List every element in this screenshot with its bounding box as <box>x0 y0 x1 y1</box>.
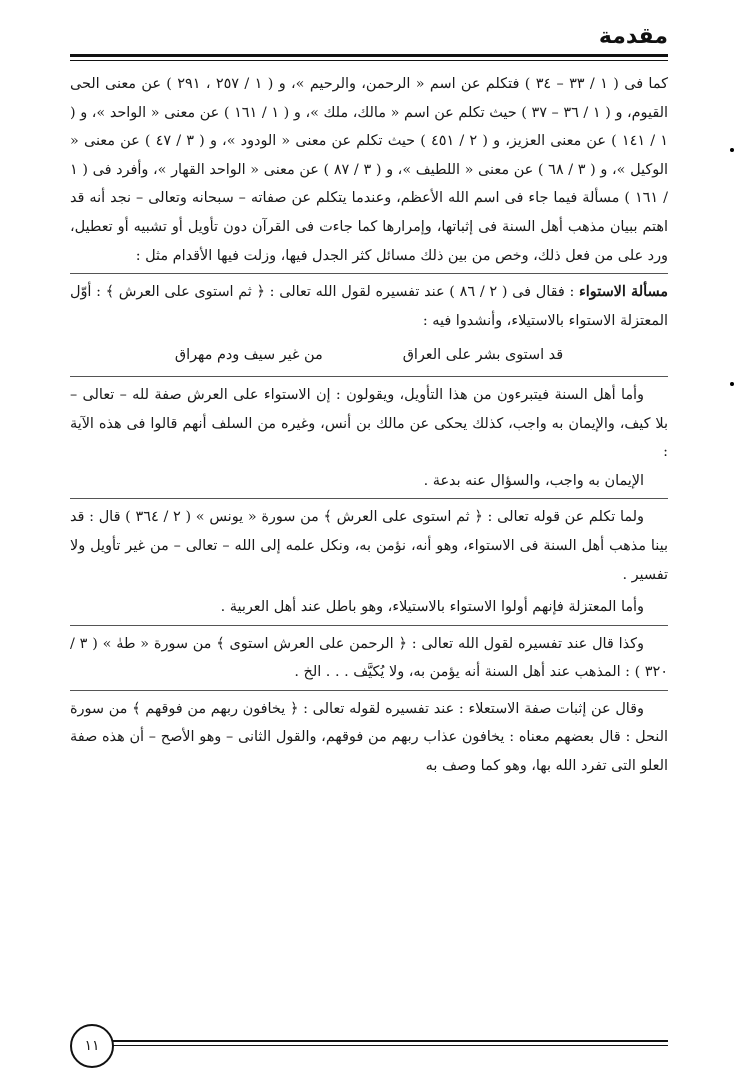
separator <box>70 498 668 499</box>
paragraph-4: ولما تكلم عن قوله تعالى : ﴿ ثم استوى على العرش ﴾ من سورة « يونس » ( ٢ / ٣٦٤ ) قال : قد بينا مذهب أهل السنة فى الاستواء، وهو أنه، نؤمن به، ونكل علمه إلى الله – تعالى – من غير تأويل ولا تفسير . <box>70 509 668 583</box>
separator <box>70 625 668 626</box>
header-rule-thick <box>70 54 668 57</box>
separator <box>70 690 668 691</box>
margin-dot <box>730 382 734 386</box>
paragraph-7: وقال عن إثبات صفة الاستعلاء : عند تفسيره لقوله تعالى : ﴿ يخافون ربهم من فوقهم ﴾ من سورة النحل : قال بعضهم معناه : يخافون عذاب ربهم من فوقهم، والقول الثانى – وهو الأصح – أن هذه صفة العلو التى تفرد الله بها، وهو كما وصف به <box>70 700 668 775</box>
paragraph-1: كما فى ( ١ / ٣٣ – ٣٤ ) فتكلم عن اسم « الرحمن، والرحيم »، و ( ١ / ٢٥٧ ، ٢٩١ ) عن معنى الحى القيوم، و ( ١ / ٣٦ – ٣٧ ) حيث تكلم عن اسم « مالك، ملك »، و ( ١ / ١٦١ ) عن معنى « الواحد »، و ( ١ / ١٤١ ) عن معنى العزيز، و ( ٢ / ٤٥١ ) حيث تكلم عن معنى « الودود »، و ( ٣ / ٤٧ ) عن معنى « الوكيل »، و ( ٣ / ٦٨ ) عن معنى « اللطيف »، و ( ٣ / ٨٧ ) عن معنى « الواحد القهار »، وأفرد فى ( ١ / ١٦١ ) مسألة فيما جاء فى اسم الله الأعظم، وعندما يتكلم عن صفاته – سبحانه وتعالى – نجد أنه قد اهتم ببيان مذهب أهل السنة فى إثباتها، وإمرارها كما جاءت فى القرآن دون تأويل أو تشبيه أو تعطيل، ورد على من فعل ذلك، وخص من بين ذلك مسائل كثر الجدل فيها، وزلت فيها الأقدام مثل : <box>70 76 669 264</box>
page-header-title: مقدمة <box>598 24 668 49</box>
poetry-verse <box>70 341 668 370</box>
footer-rule-thin <box>112 1045 668 1046</box>
page-number: ١١ <box>70 1024 114 1068</box>
separator <box>70 273 668 274</box>
margin-dot <box>730 148 734 152</box>
verse-second-hemistich: من غير سيف ودم مهراق <box>174 347 323 364</box>
quote-line: الإيمان به واجب، والسؤال عنه بدعة . <box>423 472 644 489</box>
separator <box>70 376 668 377</box>
paragraph-2 <box>70 278 668 335</box>
paragraph-3: وأما أهل السنة فيتبرءون من هذا التأويل، ويقولون : إن الاستواء على العرش صفة لله – تعالى – بلا كيف، والإيمان به واجب، كذلك يحكى عن مالك بن أنس، وغيره من السلف أنهم قالوا فى هذه الآية : <box>70 386 668 461</box>
paragraph-6: وكذا قال عند تفسيره لقول الله تعالى : ﴿ الرحمن على العرش استوى ﴾ من سورة « طهٰ » ( ٣ / ٣٢٠ ) : المذهب عند أهل السنة أنه يؤمن به، ولا يُكيَّف . . . الخ . <box>70 635 668 681</box>
footer-rule <box>112 1040 668 1042</box>
paragraph-5: وأما المعتزلة فإنهم أولوا الاستواء بالاستيلاء، وهو باطل عند أهل العربية . <box>220 599 644 616</box>
verse-first-hemistich: قد استوى بشر على العراق <box>402 347 564 364</box>
body-text <box>70 70 668 781</box>
header-rule-thin <box>70 60 668 61</box>
paragraph-2-text: : فقال فى ( ٢ / ٨٦ ) عند تفسيره لقول الله تعالى : ﴿ ثم استوى على العرش ﴾ : أوّل المعتزلة الاستواء بالاستيلاء، وأنشدوا فيه : <box>70 284 668 329</box>
page-footer <box>70 1020 668 1064</box>
section-label-istiwa: مسألة الاستواء <box>579 283 669 301</box>
